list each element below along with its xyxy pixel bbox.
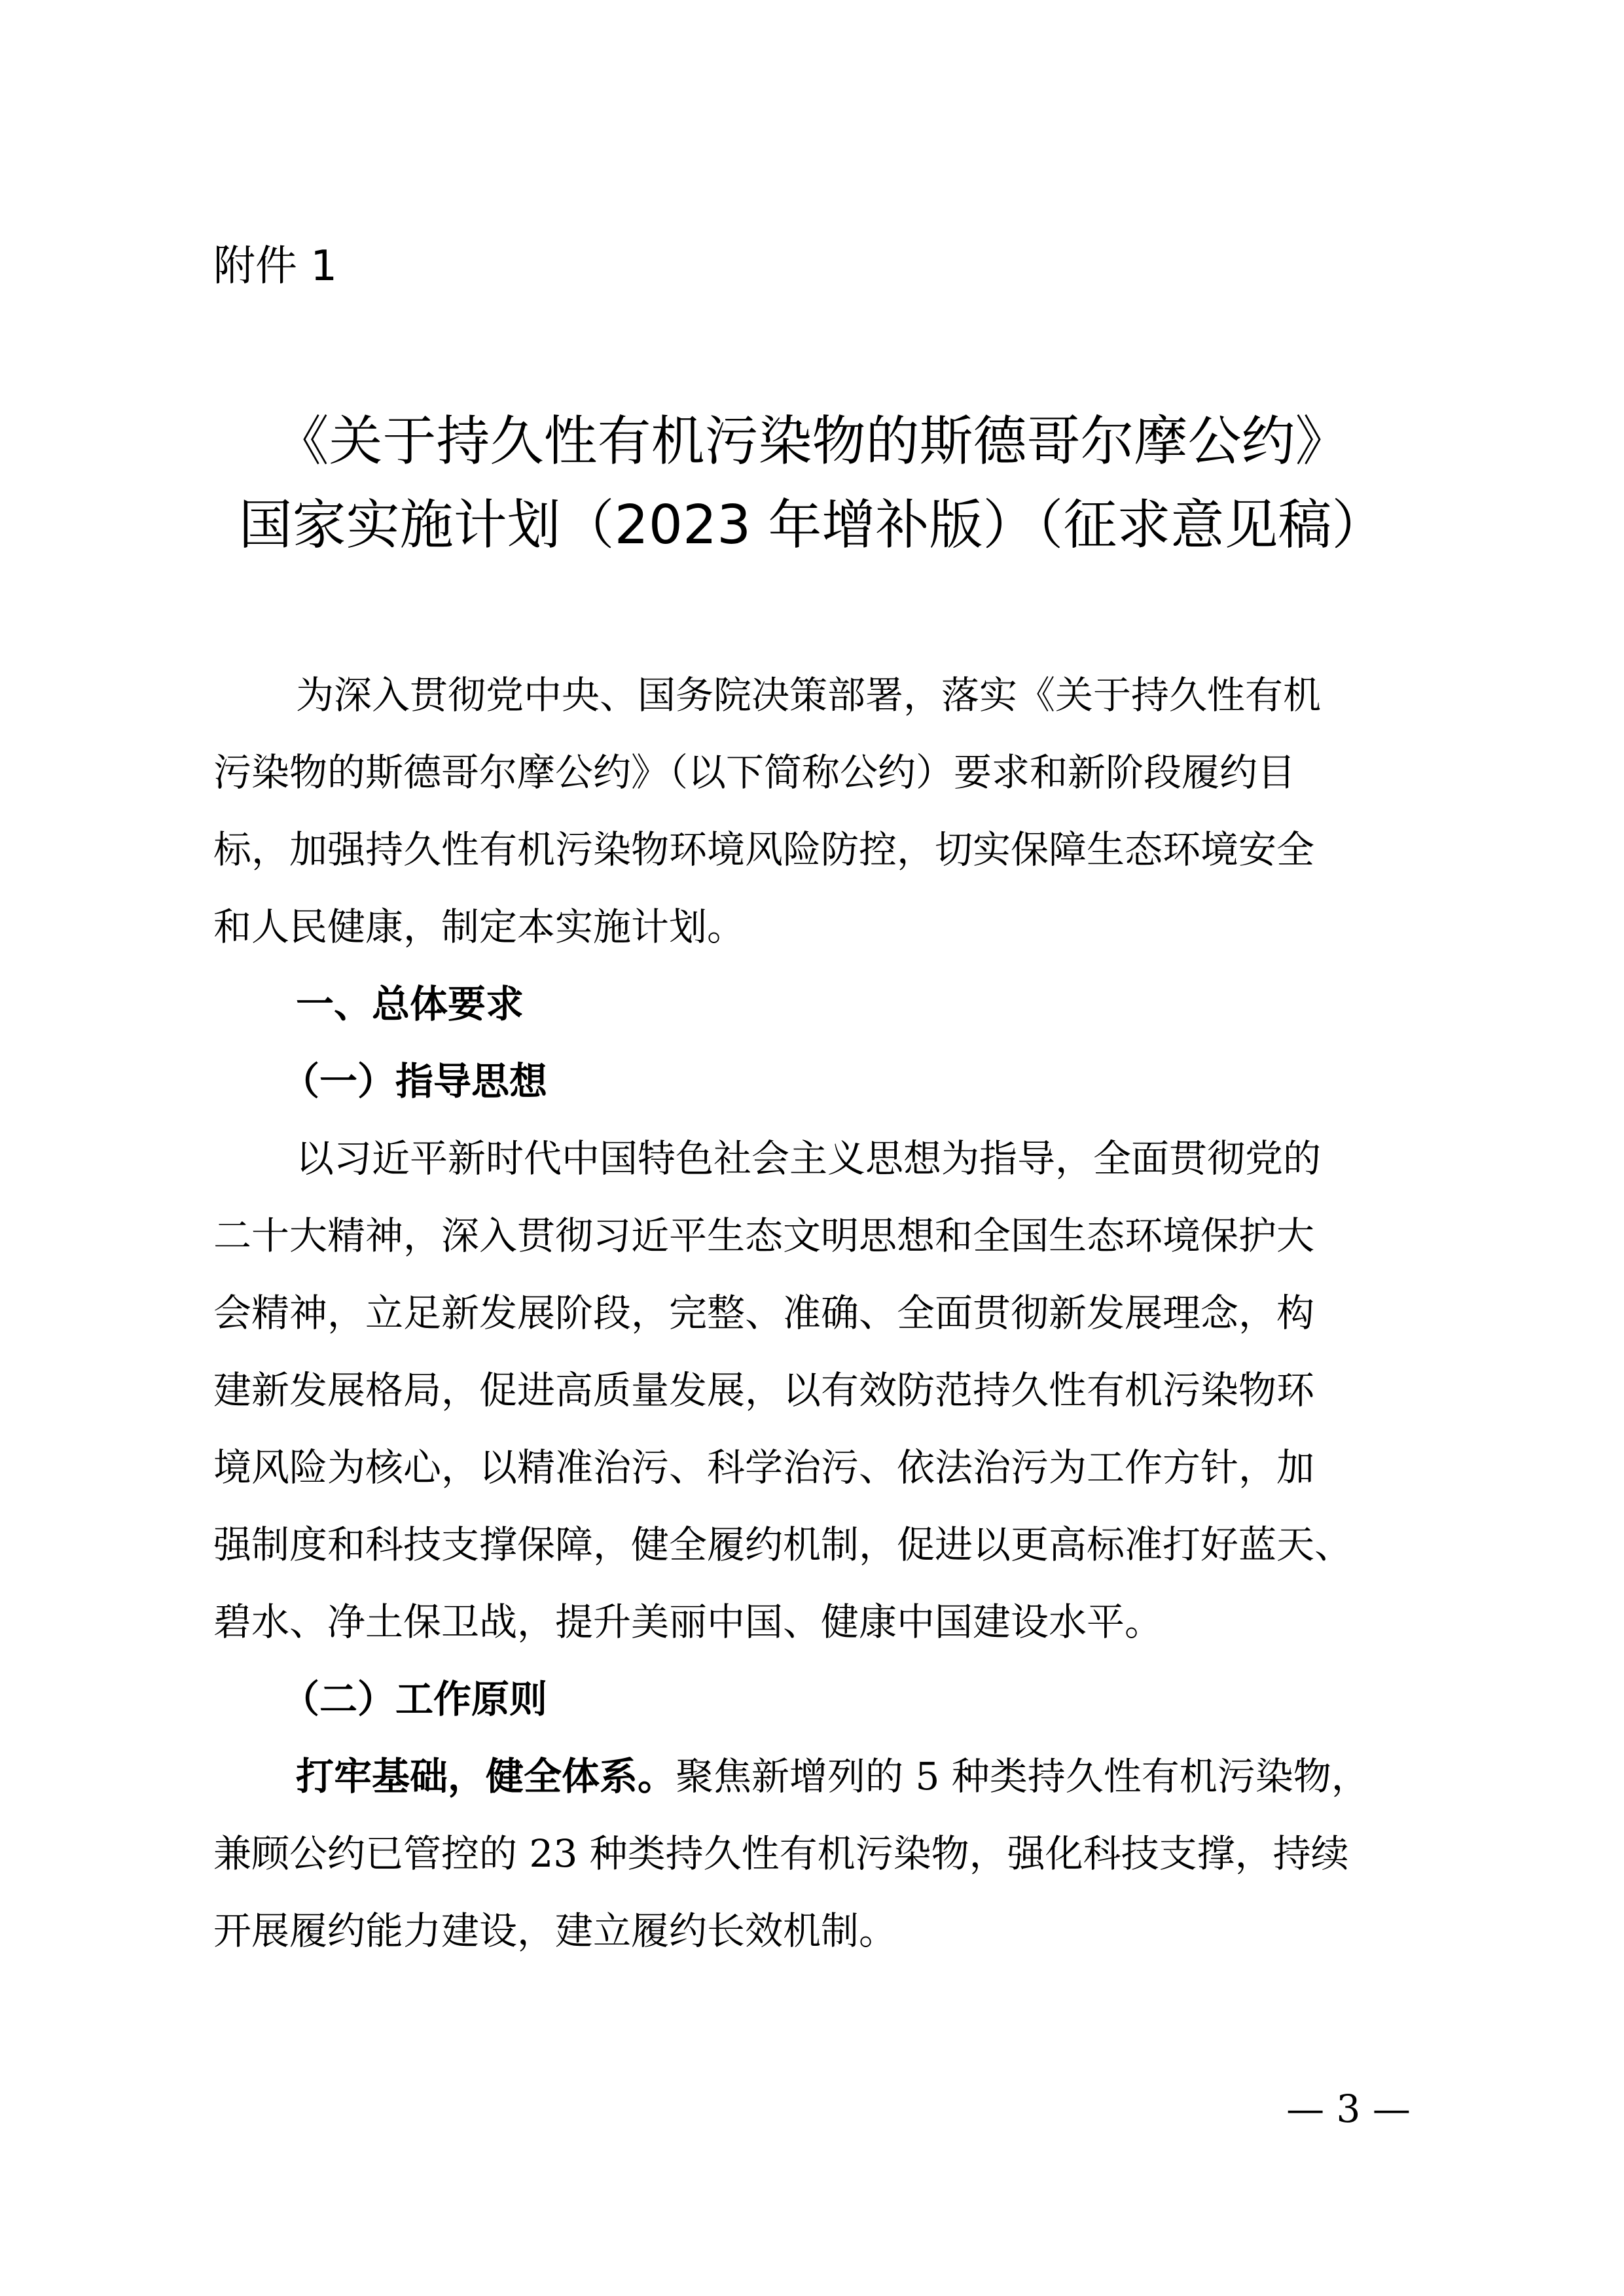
attachment-label: 附件 1 [213, 242, 338, 291]
document-title-line-2: 国家实施计划（2023 年增补版）（征求意见稿） [238, 494, 1386, 556]
guiding-line-5: 境风险为核心，以精准治污、科学治污、依法治污为工作方针，加 [213, 1445, 1315, 1490]
subsection-heading-work-principles: （二）工作原则 [281, 1677, 548, 1721]
principle-title: 打牢基础，健全体系。 [296, 1754, 676, 1799]
intro-line-3: 标，加强持久性有机污染物环境风险防控，切实保障生态环境安全 [213, 827, 1315, 872]
intro-line-2: 污染物的斯德哥尔摩公约》（以下简称公约）要求和新阶段履约目 [213, 750, 1296, 795]
guiding-line-2: 二十大精神，深入贯彻习近平生态文明思想和全国生态环境保护大 [213, 1213, 1315, 1258]
document-title-line-1: 《关于持久性有机污染物的斯德哥尔摩公约》 [275, 410, 1349, 473]
intro-line-1: 为深入贯彻党中央、国务院决策部署，落实《关于持久性有机 [296, 673, 1322, 717]
page-number: — 3 — [1286, 2087, 1411, 2131]
principle-line-1-text: 聚焦新增列的 5 种类持久性有机污染物， [676, 1754, 1369, 1799]
principle-line-1 [296, 1744, 1369, 1809]
principle-line-3: 开展履约能力建设，建立履约长效机制。 [213, 1909, 897, 1953]
guiding-line-6: 强制度和科技支撑保障，健全履约机制，促进以更高标准打好蓝天、 [213, 1522, 1353, 1567]
subsection-heading-guiding-ideology: （一）指导思想 [281, 1059, 548, 1103]
guiding-line-7: 碧水、净土保卫战，提升美丽中国、健康中国建设水平。 [213, 1600, 1163, 1644]
section-heading-1: 一、总体要求 [296, 982, 524, 1026]
intro-line-4: 和人民健康，制定本实施计划。 [213, 905, 746, 949]
guiding-line-1: 以习近平新时代中国特色社会主义思想为指导，全面贯彻党的 [296, 1136, 1322, 1181]
guiding-line-3: 会精神，立足新发展阶段，完整、准确、全面贯彻新发展理念，构 [213, 1291, 1315, 1335]
principle-line-2: 兼顾公约已管控的 23 种类持久性有机污染物，强化科技支撑，持续 [213, 1831, 1349, 1876]
guiding-line-4: 建新发展格局，促进高质量发展，以有效防范持久性有机污染物环 [213, 1368, 1315, 1412]
